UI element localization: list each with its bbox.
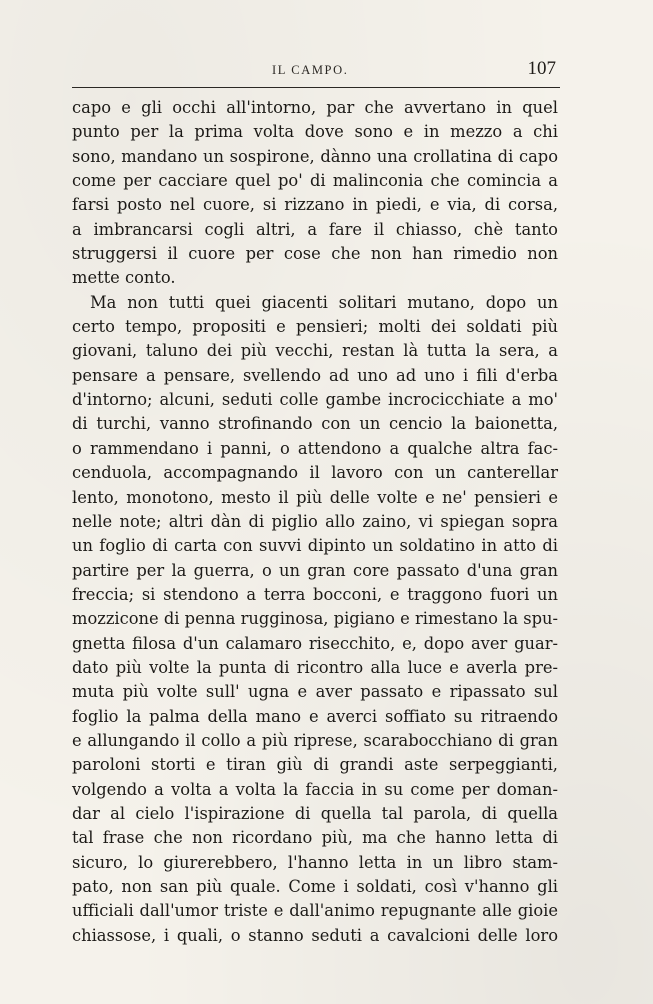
text-line: pensare a pensare, svellendo ad uno ad uno i fili d'erba [72, 365, 558, 385]
text-line: tal frase che non ricordano più, ma che hanno letta di [72, 828, 558, 848]
text-line: dato più volte la punta di ricontro alla luce e averla pre- [72, 657, 558, 677]
text-line: foglio la palma della mano e averci soffiato su ritraendo [72, 706, 558, 726]
text-line: partire per la guerra, o un gran core passato d'una gran [72, 560, 558, 580]
header-rule [72, 87, 560, 88]
text-line: struggersi il cuore per cose che non han rimedio non [72, 244, 558, 264]
text-line: paroloni storti e tiran giù di grandi aste serpeggianti, [72, 755, 558, 775]
text-line: farsi posto nel cuore, si rizzano in piedi, e via, di corsa, [72, 195, 558, 215]
page-header [72, 56, 560, 86]
text-line: muta più volte sull' ugna e aver passato e ripassato sul [72, 682, 558, 702]
text-line: un foglio di carta con suvvi dipinto un soldatino in atto di [72, 536, 558, 556]
text-line: come per cacciare quel po' di malinconia che comincia a [72, 171, 558, 191]
text-line: ufficiali dall'umor triste e dall'animo repugnante alle gioie [72, 901, 558, 921]
text-line: certo tempo, propositi e pensieri; molti dei soldati più [72, 317, 558, 337]
text-line: dar al cielo l'ispirazione di quella tal parola, di quella [72, 803, 558, 823]
page-number: 107 [527, 58, 556, 79]
text-line: e allungando il collo a più riprese, scarabocchiano di gran [72, 730, 558, 750]
text-line: capo e gli occhi all'intorno, par che avvertano in quel [72, 98, 558, 117]
text-line: punto per la prima volta dove sono e in mezzo a chi [72, 122, 558, 142]
text-line: sicuro, lo giurerebbero, l'hanno letta in un libro stam- [72, 852, 558, 872]
text-line: di turchi, vanno strofinando con un cencio la baionetta, [72, 414, 558, 434]
text-line: giovani, taluno dei più vecchi, restan là tutta la sera, a [72, 341, 558, 361]
body-text [72, 96, 558, 948]
paragraph [72, 291, 558, 948]
text-line: a imbrancarsi cogli altri, a fare il chiasso, chè tanto [72, 219, 558, 239]
text-line: lento, monotono, mesto il più delle volte e ne' pensieri e [72, 487, 558, 507]
text-line: d'intorno; alcuni, seduti colle gambe incrocicchiate a mo' [72, 390, 558, 410]
text-line: mozzicone di penna rugginosa, pigiano e rimestano la spu- [72, 609, 558, 629]
text-line: chiassose, i quali, o stanno seduti a cavalcioni delle loro [72, 925, 558, 945]
text-line: mette conto. [72, 268, 176, 288]
paragraph [72, 96, 558, 291]
text-line: freccia; si stendono a terra bocconi, e traggono fuori un [72, 584, 558, 604]
text-line: sono, mandano un sospirone, dànno una crollatina di capo [72, 146, 558, 166]
text-line: cenduola, accompagnando il lavoro con un canterellar [72, 463, 558, 483]
text-line: gnetta filosa d'un calamaro risecchito, e, dopo aver guar- [72, 633, 558, 653]
running-title: IL CAMPO. [272, 63, 349, 77]
text-line: Ma non tutti quei giacenti solitari mutano, dopo un [90, 292, 558, 312]
text-line: volgendo a volta a volta la faccia in su come per doman- [72, 779, 558, 799]
text-line: pato, non san più quale. Come i soldati, così v'hanno gli [72, 877, 558, 896]
text-line: nelle note; altri dàn di piglio allo zaino, vi spiegan sopra [72, 511, 558, 531]
text-line: o rammendano i panni, o attendono a qualche altra fac- [72, 438, 558, 458]
